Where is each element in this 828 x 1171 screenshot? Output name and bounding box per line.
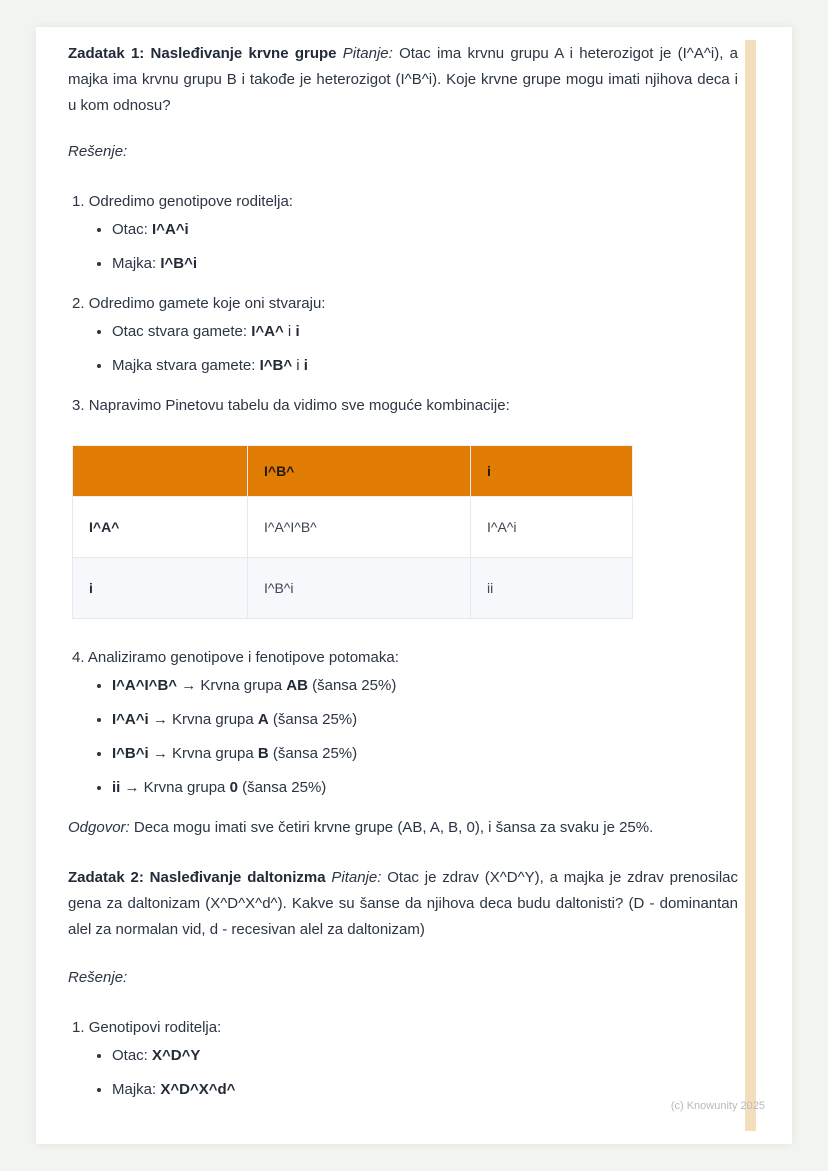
task1-question-label: Pitanje:	[342, 45, 393, 62]
step-text: Odredimo gamete koje oni stvaraju:	[88, 295, 326, 312]
list-item	[112, 217, 738, 243]
bullet-genotype: I^A^i	[152, 221, 189, 238]
task2-solution-label-paragraph	[68, 965, 738, 991]
step-text: Analiziramo genotipove i fenotipove potomaka:	[87, 649, 399, 666]
task2-solution-label: Rešenje:	[68, 969, 128, 986]
step-number: 1.	[72, 193, 85, 210]
bullet-text: Majka:	[112, 1081, 161, 1098]
table-header-cell: I^B^	[248, 446, 471, 497]
list-item	[112, 353, 738, 379]
bullet-text: (šansa 25%)	[268, 711, 358, 728]
task1-solution-label-paragraph	[68, 139, 738, 165]
step-number: 3.	[72, 397, 85, 414]
step-number: 1.	[72, 1019, 85, 1036]
list-item	[112, 707, 738, 733]
bullet-text: Otac:	[112, 221, 153, 238]
task2-question-label: Pitanje:	[331, 869, 382, 886]
task2-title: Zadatak 2: Nasleđivanje daltonizma	[68, 869, 326, 886]
task1-step-3	[68, 393, 738, 419]
bullet-text: → Krvna grupa	[120, 779, 230, 796]
bullet-text: → Krvna grupa	[177, 677, 287, 694]
task2-step-1-label	[72, 1015, 738, 1041]
table-header-cell-empty	[73, 446, 248, 497]
task1-step-3-label	[72, 393, 738, 419]
task1-step-2	[68, 291, 738, 379]
bullet-blood-group: A	[257, 711, 269, 728]
task2-question-text: Otac je zdrav (X^D^Y), a majka je zdrav prenosilac gena za daltonizam (X^D^X^d^). Kakve su šanse da njihova deca budu daltonisti? (D - dominantan alel za normalan vid, d - recesivan alel za daltonizam)	[68, 869, 739, 938]
task1-step-4-bullets	[72, 673, 738, 801]
step-number: 2.	[72, 295, 85, 312]
bullet-text: Majka stvara gamete:	[112, 357, 260, 374]
bullet-text: → Krvna grupa	[148, 745, 258, 762]
step-text: Napravimo Pinetovu tabelu da vidimo sve moguće kombinacije:	[88, 397, 510, 414]
bullet-text: Otac:	[112, 1047, 153, 1064]
list-item	[112, 775, 738, 801]
table-row	[73, 558, 633, 619]
bullet-genotype: I^B^i	[112, 745, 149, 762]
right-accent-stripe	[745, 40, 756, 1131]
task2-step-1	[68, 1015, 738, 1103]
bullet-blood-group: B	[257, 745, 269, 762]
bullet-gamete: I^A^	[251, 323, 284, 340]
bullet-genotype: I^A^i	[112, 711, 149, 728]
task1-step-2-bullets	[72, 319, 738, 379]
knowunity-watermark: (c) Knowunity 2025	[670, 1100, 765, 1112]
bullet-genotype: X^D^X^d^	[160, 1081, 236, 1098]
list-item	[112, 1043, 738, 1069]
step-text: Odredimo genotipove roditelja:	[88, 193, 293, 210]
table-header-row	[73, 446, 633, 497]
bullet-text: i	[292, 357, 304, 374]
bullet-gamete: I^B^	[259, 357, 293, 374]
table-cell: I^A^I^B^	[248, 497, 471, 558]
bullet-text: (šansa 25%)	[268, 745, 358, 762]
bullet-genotype: X^D^Y	[152, 1047, 201, 1064]
bullet-text: → Krvna grupa	[148, 711, 258, 728]
table-cell: I^A^i	[471, 497, 633, 558]
bullet-gamete: i	[295, 323, 300, 340]
bullet-text: (šansa 25%)	[307, 677, 397, 694]
task1-title: Zadatak 1: Nasleđivanje krvne grupe	[68, 45, 337, 62]
task1-step-4-label	[72, 645, 738, 671]
bullet-text: Majka:	[112, 255, 161, 272]
bullet-genotype: I^B^i	[160, 255, 198, 272]
step-text: Genotipovi roditelja:	[88, 1019, 222, 1036]
task2-step-1-bullets	[72, 1043, 738, 1103]
task1-step-1-label	[72, 189, 738, 215]
task1-step-4	[68, 645, 738, 801]
task1-answer-text: Deca mogu imati sve četiri krvne grupe (AB, A, B, 0), i šansa za svaku je 25%.	[133, 819, 654, 836]
list-item	[112, 741, 738, 767]
task2-question-paragraph	[68, 865, 738, 943]
bullet-text: Otac stvara gamete:	[112, 323, 252, 340]
bullet-genotype: ii	[112, 779, 121, 796]
document-card	[36, 27, 792, 1144]
task1-answer-label: Odgovor:	[68, 819, 130, 836]
list-item	[112, 673, 738, 699]
bullet-blood-group: AB	[286, 677, 308, 694]
table-header-cell: i	[471, 446, 633, 497]
list-item	[112, 251, 738, 277]
table-cell: I^B^i	[248, 558, 471, 619]
table-row-header: I^A^	[73, 497, 248, 558]
table-cell: ii	[471, 558, 633, 619]
table-row-header: i	[73, 558, 248, 619]
bullet-text: i	[283, 323, 296, 340]
task1-step-1-bullets	[72, 217, 738, 277]
task1-answer-paragraph	[68, 815, 738, 841]
bullet-genotype: I^A^I^B^	[112, 677, 178, 694]
task1-step-2-label	[72, 291, 738, 317]
task1-question-text: Otac ima krvnu grupu A i heterozigot je (I^A^i), a majka ima krvnu grupu B i takođe je heterozigot (I^B^i). Koje krvne grupe mogu imati njihova deca i u kom odnosu?	[68, 45, 738, 114]
task1-solution-label: Rešenje:	[68, 143, 128, 160]
list-item	[112, 1077, 738, 1103]
bullet-blood-group: 0	[229, 779, 238, 796]
punnett-table	[72, 445, 633, 619]
bullet-text: (šansa 25%)	[237, 779, 327, 796]
task1-question-paragraph	[68, 41, 738, 119]
document-content	[68, 41, 738, 1117]
task1-step-1	[68, 189, 738, 277]
step-number: 4.	[72, 649, 85, 666]
table-row	[73, 497, 633, 558]
bullet-gamete: i	[303, 357, 308, 374]
list-item	[112, 319, 738, 345]
